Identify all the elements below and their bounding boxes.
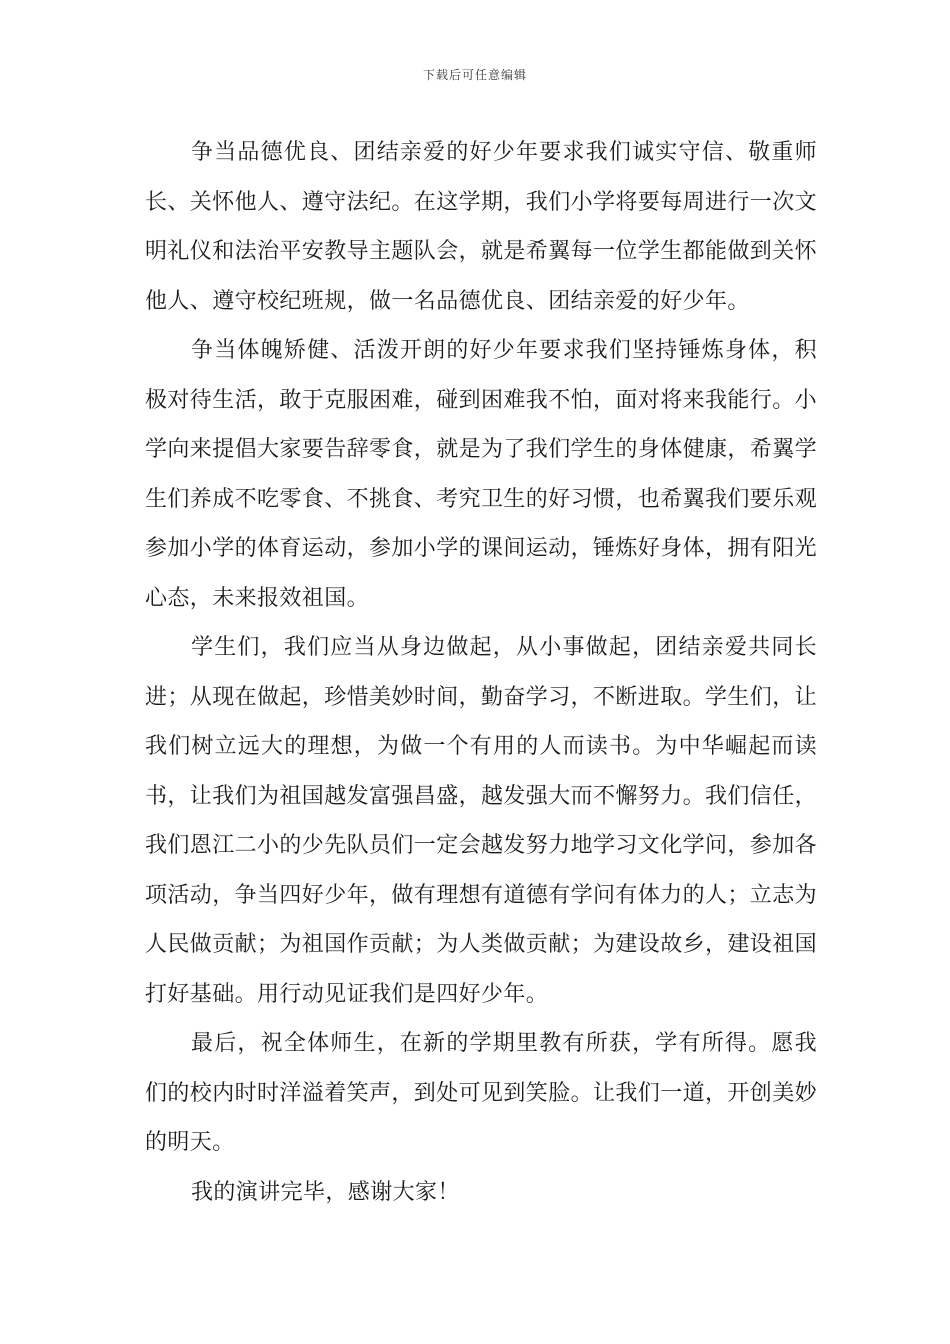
paragraph: 争当体魄矫健、活泼开朗的好少年要求我们坚持锤炼身体，积极对待生活，敢于克服困难，碰到困难我不怕，面对将来我能行。小学向来提倡大家要告辞零食，就是为了我们学生的身体健康，希翼学生们养成不吃零食、不挑食、考究卫生的好习惯，也希翼我们要乐观参加小学的体育运动，参加小学的课间运动，锤炼好身体，拥有阳光心态，未来报效祖国。	[145, 338, 818, 611]
paragraph: 最后，祝全体师生，在新的学期里教有所获，学有所得。愿我们的校内时时洋溢着笑声，到处可见到笑脸。让我们一道，开创美妙的明天。	[145, 1031, 818, 1155]
paragraph: 争当品德优良、团结亲爱的好少年要求我们诚实守信、敬重师长、关怀他人、遵守法纪。在这学期，我们小学将要每周进行一次文明礼仪和法治平安教导主题队会，就是希翼每一位学生都能做到关怀他人、遵守校纪班规，做一名品德优良、团结亲爱的好少年。	[145, 140, 818, 314]
paragraph: 学生们，我们应当从身边做起，从小事做起，团结亲爱共同长进；从现在做起，珍惜美妙时间，勤奋学习，不断进取。学生们，让我们树立远大的理想，为做一个有用的人而读书。为中华崛起而读书，让我们为祖国越发富强昌盛，越发强大而不懈努力。我们信任，我们恩江二小的少先队员们一定会越发努力地学习文化学问，参加各项活动，争当四好少年，做有理想有道德有学问有体力的人；立志为人民做贡献；为祖国作贡献；为人类做贡献；为建设故乡，建设祖国打好基础。用行动见证我们是四好少年。	[145, 635, 818, 1007]
page-header-note: 下载后可任意编辑	[422, 68, 527, 82]
paragraph: 我的演讲完毕，感谢大家！	[191, 1179, 460, 1205]
document-body	[145, 128, 817, 1217]
